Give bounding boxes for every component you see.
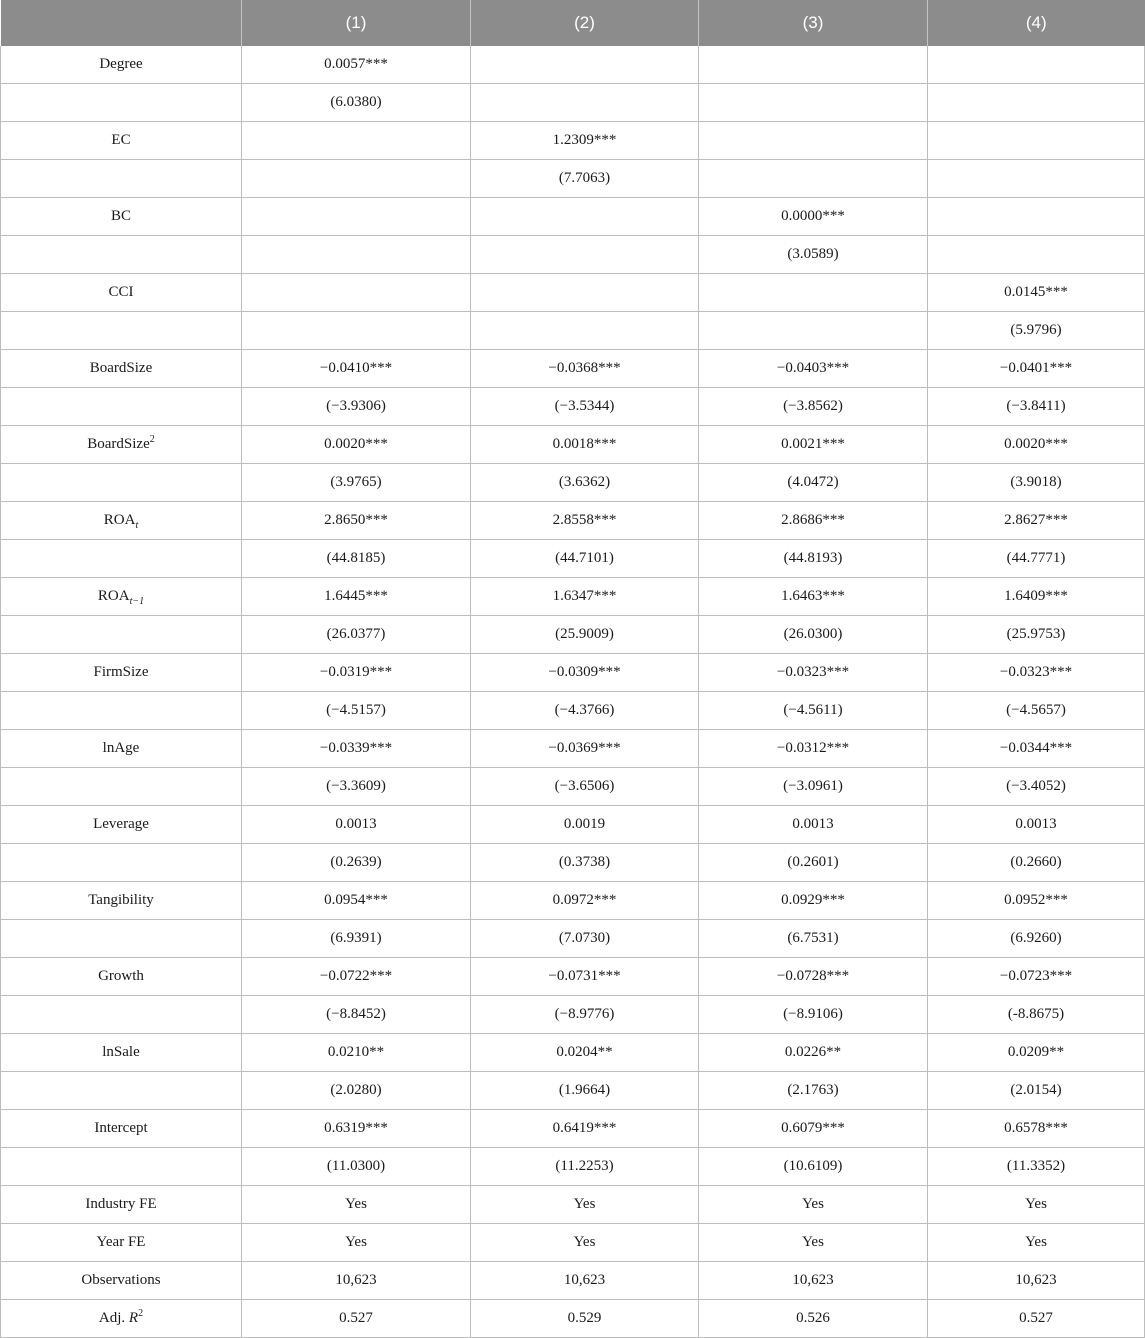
header-cell-model-4: (4)	[928, 0, 1145, 46]
row-label	[1, 806, 242, 844]
value-cell-model-2: (0.3738)	[471, 844, 699, 882]
table-row	[1, 1186, 1145, 1224]
value-cell-model-2: (−3.6506)	[471, 768, 699, 806]
row-label	[1, 768, 242, 806]
value-cell-model-2: Yes	[471, 1224, 699, 1262]
value-cell-model-3: (10.6109)	[699, 1148, 928, 1186]
value-cell-model-3: 0.0226**	[699, 1034, 928, 1072]
value-cell-model-4	[928, 46, 1145, 84]
value-cell-model-4	[928, 84, 1145, 122]
row-label	[1, 1148, 242, 1186]
table-row	[1, 84, 1145, 122]
value-cell-model-1: 0.0020***	[242, 426, 471, 464]
table-header	[1, 0, 1145, 46]
value-cell-model-2: (7.0730)	[471, 920, 699, 958]
value-cell-model-2: 2.8558***	[471, 502, 699, 540]
row-label-italic: R	[128, 1310, 139, 1326]
table-row	[1, 578, 1145, 616]
header-cell-model-3: (3)	[699, 0, 928, 46]
row-label-text: ROA	[103, 512, 136, 528]
value-cell-model-2: 0.6419***	[471, 1110, 699, 1148]
value-cell-model-2	[471, 236, 699, 274]
row-label	[1, 540, 242, 578]
value-cell-model-4: −0.0344***	[928, 730, 1145, 768]
row-label-text: ROA	[97, 588, 130, 604]
table-row	[1, 730, 1145, 768]
row-label-text: Degree	[99, 56, 143, 72]
table-row	[1, 388, 1145, 426]
value-cell-model-1: (2.0280)	[242, 1072, 471, 1110]
row-label-subscript: t	[135, 520, 139, 531]
row-label	[1, 46, 242, 84]
value-cell-model-3: (0.2601)	[699, 844, 928, 882]
value-cell-model-2	[471, 198, 699, 236]
row-label	[1, 350, 242, 388]
value-cell-model-1: 0.0954***	[242, 882, 471, 920]
value-cell-model-2: (−4.3766)	[471, 692, 699, 730]
table-row	[1, 1110, 1145, 1148]
value-cell-model-4: (25.9753)	[928, 616, 1145, 654]
value-cell-model-1	[242, 122, 471, 160]
value-cell-model-2: (7.7063)	[471, 160, 699, 198]
value-cell-model-1: 0.0057***	[242, 46, 471, 84]
value-cell-model-1: (11.0300)	[242, 1148, 471, 1186]
row-label-superscript: 2	[149, 434, 155, 445]
value-cell-model-4: (3.9018)	[928, 464, 1145, 502]
header-cell-stub	[1, 0, 242, 46]
value-cell-model-2: 1.2309***	[471, 122, 699, 160]
row-label-text: Leverage	[93, 816, 149, 832]
value-cell-model-4: (−3.4052)	[928, 768, 1145, 806]
value-cell-model-1	[242, 312, 471, 350]
value-cell-model-3: −0.0403***	[699, 350, 928, 388]
table-row	[1, 920, 1145, 958]
value-cell-model-3: (2.1763)	[699, 1072, 928, 1110]
value-cell-model-4	[928, 236, 1145, 274]
value-cell-model-4: 0.527	[928, 1300, 1145, 1338]
value-cell-model-1: (0.2639)	[242, 844, 471, 882]
table-row	[1, 274, 1145, 312]
value-cell-model-3: (4.0472)	[699, 464, 928, 502]
value-cell-model-4: 0.0209**	[928, 1034, 1145, 1072]
value-cell-model-1: −0.0319***	[242, 654, 471, 692]
row-label-text: BC	[110, 208, 131, 224]
value-cell-model-3: (6.7531)	[699, 920, 928, 958]
value-cell-model-4: Yes	[928, 1224, 1145, 1262]
header-cell-model-2: (2)	[471, 0, 699, 46]
value-cell-model-3: −0.0728***	[699, 958, 928, 996]
value-cell-model-4: (-8.8675)	[928, 996, 1145, 1034]
value-cell-model-2: (44.7101)	[471, 540, 699, 578]
table-row	[1, 540, 1145, 578]
table-row	[1, 1034, 1145, 1072]
value-cell-model-3	[699, 84, 928, 122]
value-cell-model-2: (11.2253)	[471, 1148, 699, 1186]
value-cell-model-4: Yes	[928, 1186, 1145, 1224]
value-cell-model-3: 0.0000***	[699, 198, 928, 236]
value-cell-model-4: (−3.8411)	[928, 388, 1145, 426]
value-cell-model-4	[928, 160, 1145, 198]
value-cell-model-3: 0.0013	[699, 806, 928, 844]
value-cell-model-3: 0.526	[699, 1300, 928, 1338]
row-label	[1, 426, 242, 464]
table-row	[1, 464, 1145, 502]
value-cell-model-4: 2.8627***	[928, 502, 1145, 540]
value-cell-model-3: 0.0021***	[699, 426, 928, 464]
row-label-subscript: t−1	[129, 596, 145, 607]
value-cell-model-3: Yes	[699, 1224, 928, 1262]
row-label	[1, 464, 242, 502]
value-cell-model-1: (−8.8452)	[242, 996, 471, 1034]
value-cell-model-4: (2.0154)	[928, 1072, 1145, 1110]
table-row	[1, 616, 1145, 654]
value-cell-model-4: (0.2660)	[928, 844, 1145, 882]
value-cell-model-3: (−8.9106)	[699, 996, 928, 1034]
value-cell-model-1: Yes	[242, 1224, 471, 1262]
value-cell-model-4: 0.0145***	[928, 274, 1145, 312]
table-row	[1, 502, 1145, 540]
value-cell-model-3: 10,623	[699, 1262, 928, 1300]
table-row	[1, 806, 1145, 844]
value-cell-model-2: −0.0309***	[471, 654, 699, 692]
value-cell-model-1: (−4.5157)	[242, 692, 471, 730]
value-cell-model-2	[471, 84, 699, 122]
row-label	[1, 1034, 242, 1072]
value-cell-model-4: 10,623	[928, 1262, 1145, 1300]
value-cell-model-2: Yes	[471, 1186, 699, 1224]
row-label-text: Observations	[81, 1272, 161, 1288]
row-label	[1, 198, 242, 236]
value-cell-model-2: 0.0204**	[471, 1034, 699, 1072]
value-cell-model-3: 0.0929***	[699, 882, 928, 920]
row-label-text: CCI	[108, 284, 134, 300]
row-label	[1, 1224, 242, 1262]
value-cell-model-2: −0.0368***	[471, 350, 699, 388]
table-row	[1, 160, 1145, 198]
value-cell-model-1: 0.0210**	[242, 1034, 471, 1072]
table-row	[1, 350, 1145, 388]
row-label	[1, 958, 242, 996]
value-cell-model-1: −0.0339***	[242, 730, 471, 768]
row-label-text: EC	[111, 132, 131, 148]
value-cell-model-1: (44.8185)	[242, 540, 471, 578]
value-cell-model-1: 0.6319***	[242, 1110, 471, 1148]
table-row	[1, 312, 1145, 350]
value-cell-model-1: (6.0380)	[242, 84, 471, 122]
value-cell-model-3	[699, 46, 928, 84]
header-row	[1, 0, 1145, 46]
value-cell-model-1: (6.9391)	[242, 920, 471, 958]
value-cell-model-3: 1.6463***	[699, 578, 928, 616]
row-label-text: BoardSize	[89, 360, 153, 376]
row-label-text: Intercept	[94, 1120, 148, 1136]
row-label	[1, 996, 242, 1034]
row-label	[1, 920, 242, 958]
value-cell-model-4: −0.0723***	[928, 958, 1145, 996]
row-label	[1, 122, 242, 160]
row-label	[1, 654, 242, 692]
row-label-text: FirmSize	[93, 664, 149, 680]
row-label	[1, 502, 242, 540]
table-row	[1, 426, 1145, 464]
value-cell-model-2: −0.0369***	[471, 730, 699, 768]
table-row	[1, 236, 1145, 274]
value-cell-model-3: Yes	[699, 1186, 928, 1224]
value-cell-model-1: (−3.3609)	[242, 768, 471, 806]
row-label	[1, 388, 242, 426]
value-cell-model-4: (5.9796)	[928, 312, 1145, 350]
value-cell-model-2: (−8.9776)	[471, 996, 699, 1034]
table-row	[1, 1224, 1145, 1262]
value-cell-model-4: 0.0952***	[928, 882, 1145, 920]
value-cell-model-2: 0.0972***	[471, 882, 699, 920]
table-row	[1, 1072, 1145, 1110]
value-cell-model-2	[471, 46, 699, 84]
row-label-text: Industry FE	[85, 1196, 157, 1212]
table-row	[1, 692, 1145, 730]
value-cell-model-3: (3.0589)	[699, 236, 928, 274]
row-label-superscript: 2	[138, 1308, 144, 1319]
value-cell-model-3: −0.0312***	[699, 730, 928, 768]
table-row	[1, 882, 1145, 920]
value-cell-model-1: −0.0722***	[242, 958, 471, 996]
header-cell-model-1: (1)	[242, 0, 471, 46]
table-row	[1, 958, 1145, 996]
value-cell-model-2: 10,623	[471, 1262, 699, 1300]
table-row	[1, 768, 1145, 806]
value-cell-model-1: (26.0377)	[242, 616, 471, 654]
row-label	[1, 1186, 242, 1224]
table-row	[1, 654, 1145, 692]
value-cell-model-3	[699, 122, 928, 160]
value-cell-model-2: (1.9664)	[471, 1072, 699, 1110]
value-cell-model-1: 1.6445***	[242, 578, 471, 616]
value-cell-model-1	[242, 236, 471, 274]
value-cell-model-4: (44.7771)	[928, 540, 1145, 578]
value-cell-model-2: (−3.5344)	[471, 388, 699, 426]
row-label	[1, 616, 242, 654]
table-body	[1, 46, 1145, 1338]
value-cell-model-4: −0.0323***	[928, 654, 1145, 692]
value-cell-model-1	[242, 160, 471, 198]
value-cell-model-4: −0.0401***	[928, 350, 1145, 388]
value-cell-model-4	[928, 198, 1145, 236]
table-row	[1, 1262, 1145, 1300]
table-row	[1, 122, 1145, 160]
value-cell-model-3	[699, 274, 928, 312]
value-cell-model-1: 0.527	[242, 1300, 471, 1338]
value-cell-model-3: (−4.5611)	[699, 692, 928, 730]
value-cell-model-3	[699, 160, 928, 198]
value-cell-model-3: 2.8686***	[699, 502, 928, 540]
value-cell-model-2: 0.529	[471, 1300, 699, 1338]
value-cell-model-2: 0.0019	[471, 806, 699, 844]
value-cell-model-4: 0.0020***	[928, 426, 1145, 464]
row-label-text: Growth	[98, 968, 144, 984]
row-label	[1, 882, 242, 920]
value-cell-model-4: (−4.5657)	[928, 692, 1145, 730]
row-label	[1, 160, 242, 198]
row-label	[1, 578, 242, 616]
value-cell-model-1: (3.9765)	[242, 464, 471, 502]
value-cell-model-4: (6.9260)	[928, 920, 1145, 958]
value-cell-model-2	[471, 312, 699, 350]
row-label	[1, 1262, 242, 1300]
value-cell-model-1: −0.0410***	[242, 350, 471, 388]
value-cell-model-2: 1.6347***	[471, 578, 699, 616]
value-cell-model-4: (11.3352)	[928, 1148, 1145, 1186]
value-cell-model-3: 0.6079***	[699, 1110, 928, 1148]
value-cell-model-2: (25.9009)	[471, 616, 699, 654]
row-label	[1, 84, 242, 122]
row-label-text: lnSale	[102, 1044, 140, 1060]
row-label-text: Adj.	[98, 1310, 129, 1326]
value-cell-model-3: (−3.0961)	[699, 768, 928, 806]
value-cell-model-1	[242, 274, 471, 312]
row-label-text: BoardSize	[87, 436, 150, 452]
value-cell-model-1	[242, 198, 471, 236]
row-label	[1, 312, 242, 350]
value-cell-model-4: 1.6409***	[928, 578, 1145, 616]
value-cell-model-4: 0.0013	[928, 806, 1145, 844]
value-cell-model-1: (−3.9306)	[242, 388, 471, 426]
value-cell-model-2: −0.0731***	[471, 958, 699, 996]
value-cell-model-3: −0.0323***	[699, 654, 928, 692]
value-cell-model-3	[699, 312, 928, 350]
table-row	[1, 996, 1145, 1034]
value-cell-model-2	[471, 274, 699, 312]
row-label-text: Year FE	[96, 1234, 146, 1250]
value-cell-model-1: Yes	[242, 1186, 471, 1224]
row-label	[1, 1110, 242, 1148]
value-cell-model-2: 0.0018***	[471, 426, 699, 464]
value-cell-model-1: 10,623	[242, 1262, 471, 1300]
row-label	[1, 1072, 242, 1110]
row-label-text: lnAge	[102, 740, 140, 756]
table-row	[1, 46, 1145, 84]
table-row	[1, 198, 1145, 236]
value-cell-model-2: (3.6362)	[471, 464, 699, 502]
value-cell-model-4: 0.6578***	[928, 1110, 1145, 1148]
value-cell-model-4	[928, 122, 1145, 160]
value-cell-model-1: 2.8650***	[242, 502, 471, 540]
row-label	[1, 692, 242, 730]
row-label	[1, 274, 242, 312]
row-label	[1, 844, 242, 882]
value-cell-model-3: (26.0300)	[699, 616, 928, 654]
table-row	[1, 1148, 1145, 1186]
row-label	[1, 730, 242, 768]
row-label-text: Tangibility	[88, 892, 154, 908]
row-label	[1, 236, 242, 274]
value-cell-model-3: (44.8193)	[699, 540, 928, 578]
value-cell-model-1: 0.0013	[242, 806, 471, 844]
table-row	[1, 844, 1145, 882]
value-cell-model-3: (−3.8562)	[699, 388, 928, 426]
